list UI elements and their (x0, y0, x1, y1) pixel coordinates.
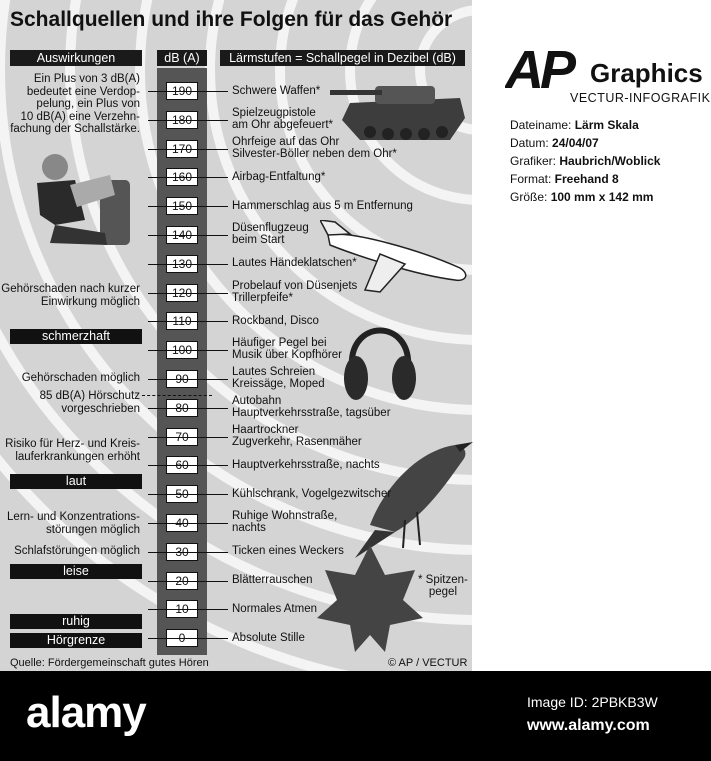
db-value-box: 70 (166, 428, 198, 446)
level-bar-quiet: leise (10, 564, 142, 579)
ap-logo (505, 42, 595, 92)
sound-source-label: Häufiger Pegel bei Musik über Kopfhörer (232, 337, 342, 362)
level-connector (148, 235, 228, 236)
db-value-box: 90 (166, 370, 198, 388)
level-bar-threshold: Hörgrenze (10, 633, 142, 648)
db-value-box: 40 (166, 514, 198, 532)
level-connector (148, 437, 228, 438)
sound-source-label: Absolute Stille (232, 631, 305, 644)
level-connector (148, 379, 228, 380)
db-value-box: 160 (166, 168, 198, 186)
sound-source-label: Probelauf von Düsenjets Trillerpfeife* (232, 279, 358, 304)
db-value-box: 50 (166, 485, 198, 503)
peak-level-footnote: * Spitzen- pegel (418, 574, 468, 598)
level-connector (148, 264, 228, 265)
site-url: www.alamy.com (527, 717, 650, 734)
sound-source-label: Kühlschrank, Vogelgezwitscher (232, 487, 392, 500)
sound-source-label: Düsenflugzeug beim Start (232, 222, 309, 246)
effect-text: 85 dB(A) Hörschutz vorgeschrieben (39, 390, 140, 415)
meta-filename: Dateiname: Lärm Skala (510, 118, 639, 132)
sound-source-label: Hammerschlag aus 5 m Entfernung (232, 199, 413, 212)
level-connector (148, 177, 228, 178)
effects-header: Auswirkungen (10, 50, 142, 66)
level-connector (148, 581, 228, 582)
effect-text: Gehörschaden nach kurzer Einwirkung möglich (1, 283, 140, 308)
meta-format: Format: Freehand 8 (510, 172, 619, 186)
level-connector (148, 120, 228, 121)
alamy-logo: alamy (26, 688, 146, 737)
effect-text: Gehörschaden möglich (21, 372, 140, 384)
tank-illustration (330, 48, 470, 148)
db-value-box: 100 (166, 341, 198, 359)
image-id: Image ID: 2PBKB3W (527, 694, 658, 710)
graphics-wordmark: Graphics (590, 58, 703, 88)
sound-source-label: Airbag-Entfaltung* (232, 170, 326, 183)
level-connector (148, 149, 228, 150)
vectur-wordmark: VECTUR-INFOGRAFIK (570, 91, 711, 105)
db-value-box: 10 (166, 600, 198, 618)
level-connector (148, 408, 228, 409)
sound-source-label: Autobahn Hauptverkehrsstraße, tagsüber (232, 394, 391, 419)
db-value-box: 150 (166, 197, 198, 215)
db-value-box: 180 (166, 111, 198, 129)
db-value-box: 110 (166, 312, 198, 330)
sound-source-label: Normales Atmen (232, 602, 318, 615)
db-value-box: 170 (166, 140, 198, 158)
db-value-box: 120 (166, 284, 198, 302)
sound-source-label: Rockband, Disco (232, 314, 319, 327)
level-bar-loud: laut (10, 474, 142, 489)
db-value-box: 130 (166, 255, 198, 273)
level-connector (148, 465, 228, 466)
sound-source-label: Lautes Schreien Kreissäge, Moped (232, 366, 325, 390)
db-value-box: 0 (166, 629, 198, 647)
source-note: Quelle: Fördergemeinschaft gutes Hören (10, 657, 209, 669)
level-bar-calm: ruhig (10, 614, 142, 629)
meta-size: Größe: 100 mm x 142 mm (510, 190, 654, 204)
effect-text: Risiko für Herz- und Kreis- lauferkrankungen erhöht (5, 438, 140, 463)
levels-header: Lärmstufen = Schallpegel in Dezibel (dB) (220, 50, 465, 66)
db-value-box: 80 (166, 399, 198, 417)
level-connector (148, 552, 228, 553)
level-connector (148, 91, 228, 92)
level-connector (148, 609, 228, 610)
level-connector (148, 293, 228, 294)
level-bar-painful: schmerzhaft (10, 329, 142, 344)
db-value-box: 20 (166, 572, 198, 590)
db-value-box: 60 (166, 456, 198, 474)
effect-text: Ein Plus von 3 dB(A) bedeutet eine Verdop- pelung, ein Plus von 10 dB(A) eine Verzehn- fachung der Schallstärke. (10, 73, 140, 135)
db-value-box: 140 (166, 226, 198, 244)
sound-source-label: Lautes Händeklatschen* (232, 257, 357, 270)
sound-source-label: Ruhige Wohnstraße, nachts (232, 510, 338, 534)
sound-source-label: Hauptverkehrsstraße, nachts (232, 458, 380, 471)
level-connector (148, 638, 228, 639)
sound-source-label: Ohrfeige auf das Ohr Silvester-Böller neben dem Ohr* (232, 135, 397, 160)
svg-text:AP: AP (505, 42, 573, 92)
level-connector (148, 321, 228, 322)
level-connector (148, 494, 228, 495)
level-connector (148, 350, 228, 351)
meta-date: Datum: 24/04/07 (510, 136, 599, 150)
level-connector (148, 206, 228, 207)
sound-source-label: Spielzeugpistole am Ohr abgefeuert* (232, 106, 334, 131)
copyright-note: © AP / VECTUR (388, 657, 468, 669)
db-value-box: 190 (166, 82, 198, 100)
level-connector (148, 523, 228, 524)
sound-source-label: Ticken eines Weckers (232, 545, 344, 558)
hearing-protection-marker (142, 395, 212, 396)
businessman-illustration (15, 145, 135, 260)
page-title: Schallquellen und ihre Folgen für das Gehör (10, 8, 453, 31)
sound-source-label: Blätterrauschen (232, 574, 313, 587)
db-value-box: 30 (166, 543, 198, 561)
db-header: dB (A) (157, 50, 207, 66)
sound-source-label: Haartrockner Zugverkehr, Rasenmäher (232, 423, 362, 448)
effect-text: Lern- und Konzentrations- störungen möglich (7, 511, 140, 536)
meta-artist: Grafiker: Haubrich/Woblick (510, 154, 661, 168)
effect-text: Schlafstörungen möglich (14, 545, 140, 557)
sound-source-label: Schwere Waffen* (232, 84, 321, 97)
